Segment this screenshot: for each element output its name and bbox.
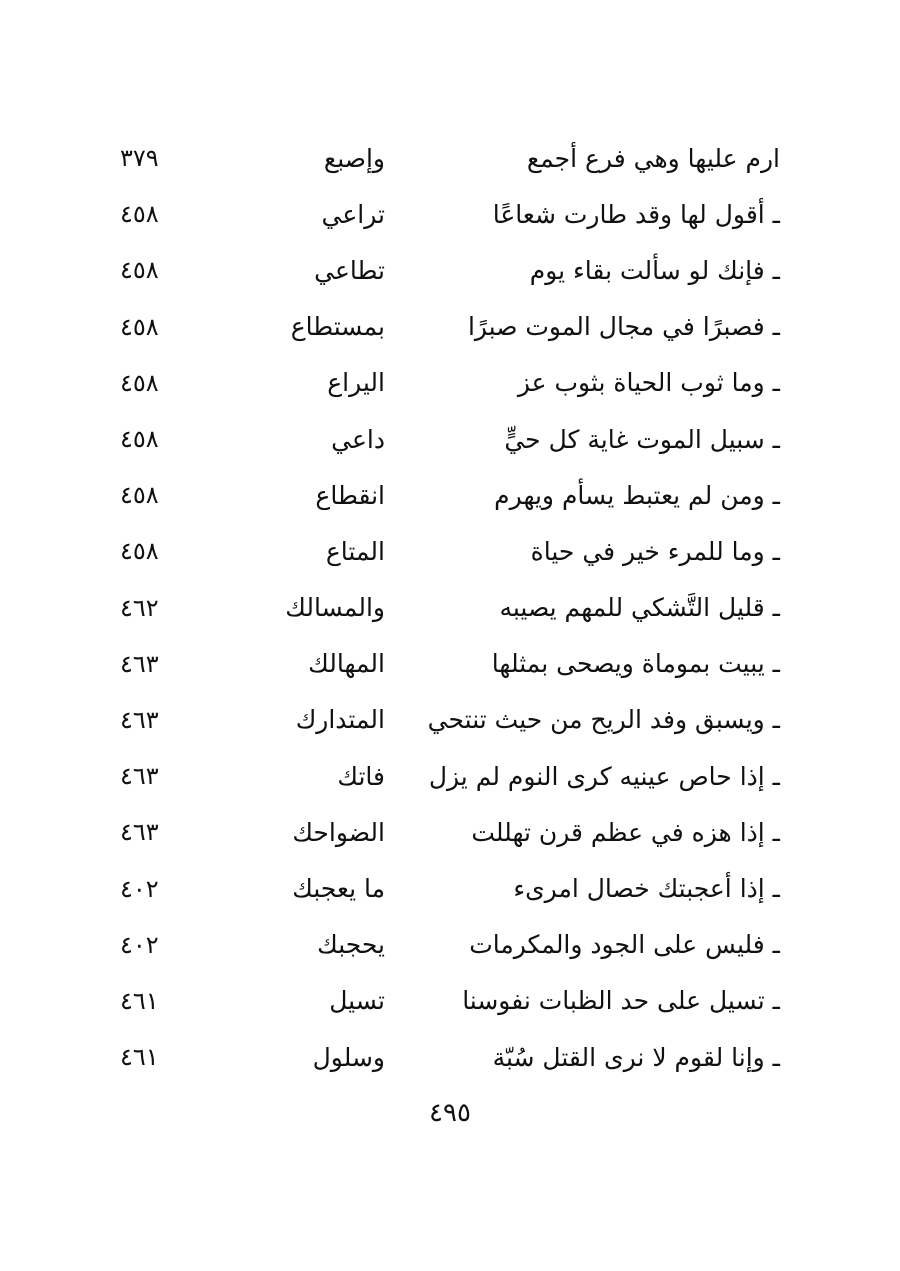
verse-first-hemistich: ـ سبيل الموت غاية كل حيٍّ	[504, 424, 780, 454]
page-reference: ٤٦٣	[120, 705, 159, 734]
verse-first-hemistich: ـ يبيت بموماة ويصحى بمثلها	[491, 649, 780, 679]
verse-first-hemistich: ـ إذا أعجبتك خصال امرىء	[513, 874, 780, 904]
index-row	[120, 130, 780, 186]
rhyme-word: الضواحك	[292, 817, 385, 847]
rhyme-word: وسلول	[312, 1042, 385, 1072]
page-reference: ٤٦١	[120, 1043, 159, 1072]
verse-first-hemistich: ـ فليس على الجود والمكرمات	[469, 930, 780, 960]
page-reference: ٤٥٨	[120, 481, 159, 510]
verse-first-hemistich: ـ ويسبق وفد الريح من حيث تنتحي	[427, 705, 780, 735]
rhyme-word: والمسالك	[285, 593, 385, 623]
index-row	[120, 973, 780, 1029]
rhyme-word: ما يعجبك	[292, 874, 385, 904]
page-reference: ٤٦١	[120, 986, 159, 1015]
index-row	[120, 860, 780, 916]
index-row	[120, 186, 780, 242]
rhyme-word: وإصبع	[323, 143, 385, 173]
rhyme-word: تسيل	[329, 986, 385, 1016]
index-row	[120, 580, 780, 636]
verse-first-hemistich: ـ فصبرًا في مجال الموت صبرًا	[467, 312, 780, 342]
page-reference: ٤٥٨	[120, 537, 159, 566]
rhyme-word: تطاعي	[314, 255, 385, 285]
index-row	[120, 917, 780, 973]
verse-first-hemistich: ـ قليل التَّشكي للمهم يصيبه	[499, 593, 780, 623]
index-row	[120, 636, 780, 692]
verse-first-hemistich: ـ وما ثوب الحياة بثوب عز	[517, 368, 780, 398]
index-row	[120, 299, 780, 355]
page-reference: ٤٠٢	[120, 874, 159, 903]
rhyme-word: اليراع	[327, 368, 385, 398]
page-reference: ٤٦٣	[120, 649, 159, 678]
rhyme-word: المهالك	[308, 649, 385, 679]
rhyme-word: المتدارك	[295, 705, 385, 735]
rhyme-word: تراعي	[321, 199, 385, 229]
rhyme-word: داعي	[331, 424, 385, 454]
page-reference: ٤٥٨	[120, 200, 159, 229]
page-reference: ٤٥٨	[120, 312, 159, 341]
rhyme-word: فاتك	[337, 761, 385, 791]
page-reference: ٣٧٩	[120, 144, 159, 173]
index-row	[120, 242, 780, 298]
page-reference: ٤٠٢	[120, 930, 159, 959]
verse-first-hemistich: ـ ومن لم يعتبط يسأم ويهرم	[494, 480, 780, 510]
index-row	[120, 804, 780, 860]
page-reference: ٤٦٣	[120, 762, 159, 791]
index-row	[120, 748, 780, 804]
page-reference: ٤٦٣	[120, 818, 159, 847]
page-reference: ٤٥٨	[120, 256, 159, 285]
verse-first-hemistich: ـ أقول لها وقد طارت شعاعًا	[492, 199, 780, 229]
index-row	[120, 411, 780, 467]
verse-first-hemistich: ـ فإنك لو سألت بقاء يوم	[529, 255, 780, 285]
rhyme-word: انقطاع	[315, 480, 385, 510]
rhyme-word: يحجبك	[317, 930, 385, 960]
verse-first-hemistich: ـ تسيل على حد الظبات نفوسنا	[462, 986, 780, 1016]
index-row	[120, 467, 780, 523]
page-number: ٤٩٥	[429, 1098, 471, 1128]
rhyme-word: المتاع	[325, 536, 385, 566]
rhyme-word: بمستطاع	[290, 312, 385, 342]
index-row	[120, 355, 780, 411]
verse-first-hemistich: ارم عليها وهي فرع أجمع	[526, 143, 780, 173]
verse-index-list	[120, 130, 780, 1085]
verse-first-hemistich: ـ وإنا لقوم لا نرى القتل سُبّة	[492, 1042, 780, 1072]
index-row	[120, 692, 780, 748]
index-row	[120, 1029, 780, 1085]
verse-first-hemistich: ـ وما للمرء خير في حياة	[530, 536, 780, 566]
verse-first-hemistich: ـ إذا هزه في عظم قرن تهللت	[471, 817, 780, 847]
index-row	[120, 523, 780, 579]
page-reference: ٤٦٢	[120, 593, 159, 622]
verse-first-hemistich: ـ إذا حاص عينيه كرى النوم لم يزل	[428, 761, 780, 791]
page-reference: ٤٥٨	[120, 368, 159, 397]
page-reference: ٤٥٨	[120, 425, 159, 454]
